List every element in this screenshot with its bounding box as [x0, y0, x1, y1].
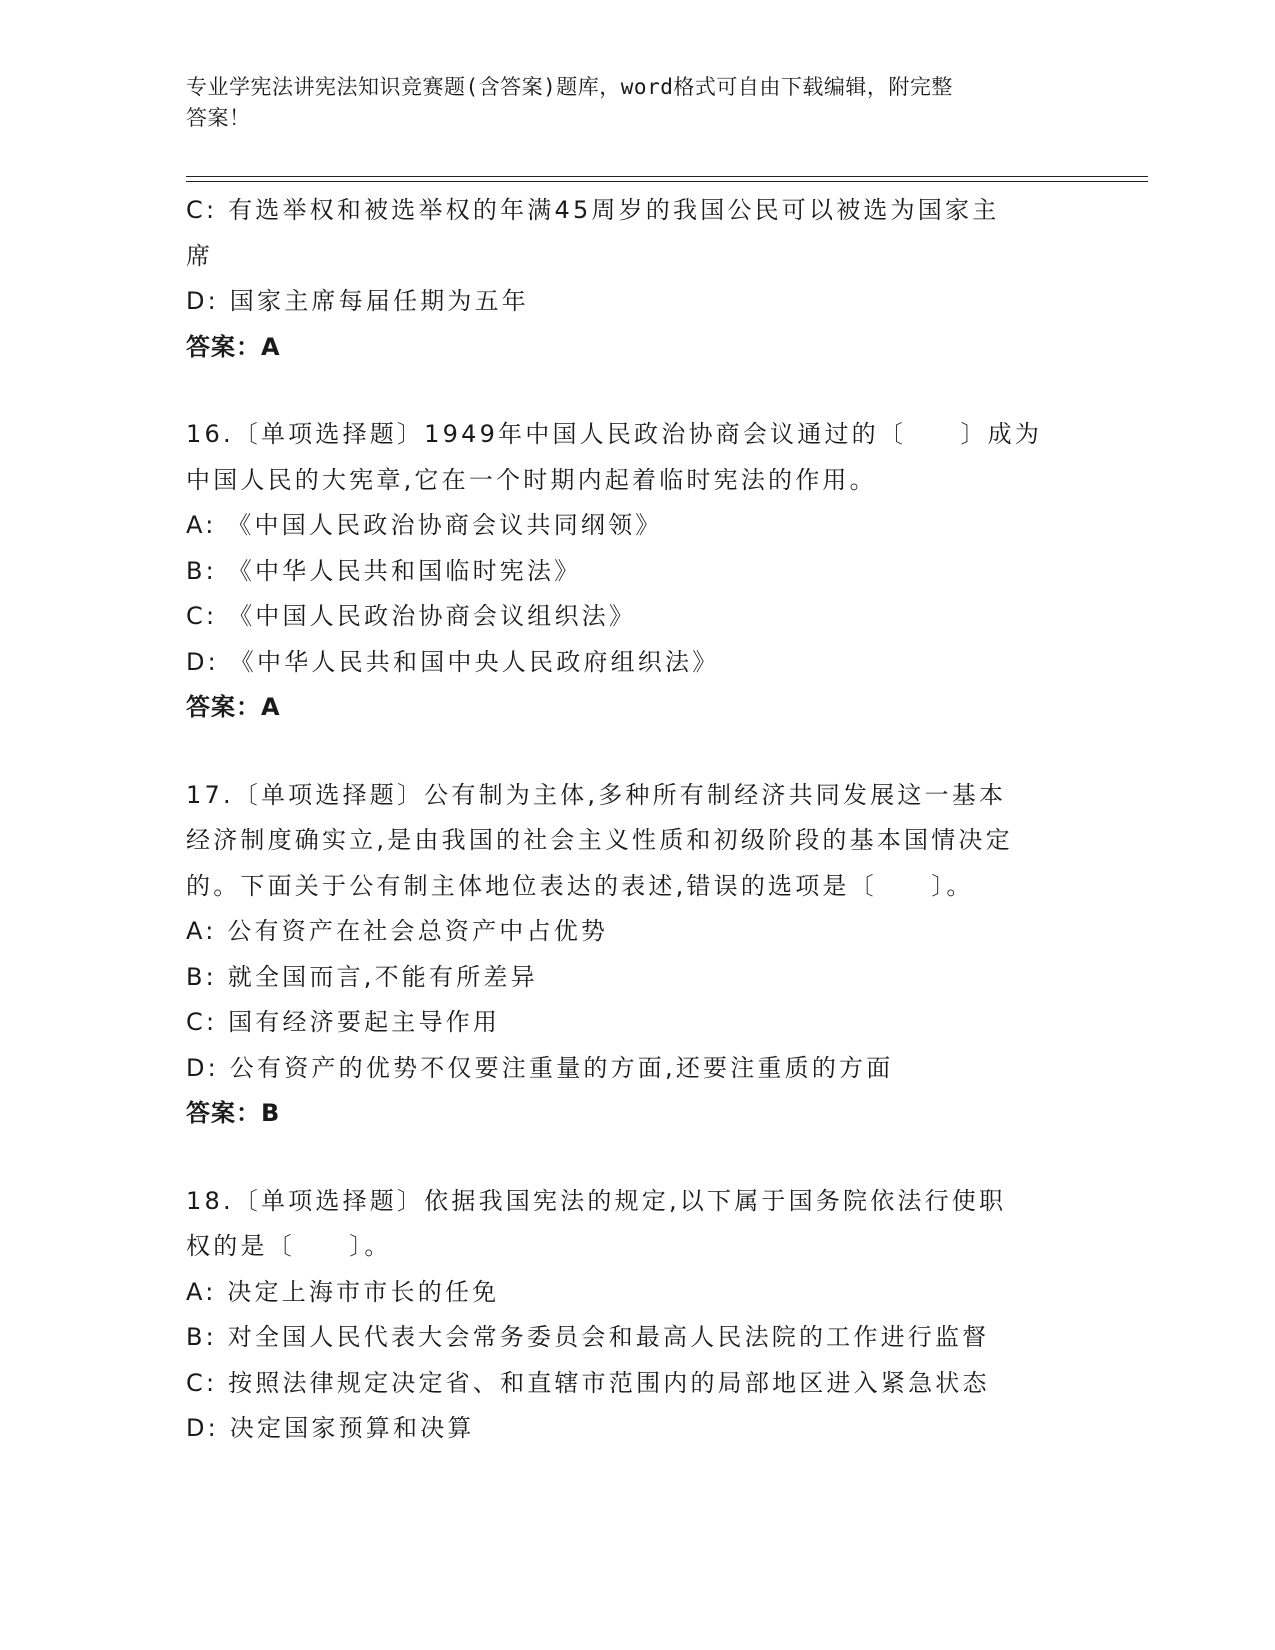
question-stem: 17.〔单项选择题〕公有制为主体,多种所有制经济共同发展这一基本 [186, 780, 1007, 809]
question-stem-continuation: 权的是〔 〕。 [186, 1232, 392, 1260]
option-b: B: 就全国而言,不能有所差异 [186, 962, 538, 991]
option-a: A: 《中国人民政治协商会议共同纲领》 [186, 511, 663, 539]
question-stem: 18.〔单项选择题〕依据我国宪法的规定,以下属于国务院依法行使职 [186, 1186, 1007, 1215]
option-a: A: 决定上海市市长的任免 [186, 1277, 500, 1306]
option-a: A: 公有资产在社会总资产中占优势 [186, 917, 609, 945]
option-c: C: 按照法律规定决定省、和直辖市范围内的局部地区进入紧急状态 [186, 1368, 990, 1397]
option-c: C: 国有经济要起主导作用 [186, 1008, 501, 1036]
question-block-18 [186, 1179, 1086, 1452]
spacer [186, 1137, 1086, 1179]
question-content [186, 188, 1086, 1452]
header-line-1: 专业学宪法讲宪法知识竞赛题(含答案)题库，word格式可自由下载编辑，附完整 [186, 75, 953, 99]
option-c: C: 《中国人民政治协商会议组织法》 [186, 602, 637, 630]
header-rule-bottom [186, 181, 1148, 182]
question-stem-continuation: 的。下面关于公有制主体地位表达的表述,错误的选项是〔 〕。 [186, 871, 974, 900]
question-block-17 [186, 773, 1086, 1137]
question-stem-continuation: 中国人民的大宪章,它在一个时期内起着临时宪法的作用。 [186, 465, 877, 494]
option-c: C: 有选举权和被选举权的年满45周岁的我国公民可以被选为国家主 [186, 196, 1000, 224]
option-d: D: 决定国家预算和决算 [186, 1414, 475, 1442]
spacer [186, 370, 1086, 412]
option-d: D: 《中华人民共和国中央人民政府组织法》 [186, 647, 720, 676]
option-d: D: 公有资产的优势不仅要注重量的方面,还要注重质的方面 [186, 1053, 894, 1082]
header-line-2: 答案！ [186, 106, 251, 130]
answer-label: 答案：B [186, 1099, 281, 1127]
header-rule-top [186, 176, 1148, 177]
question-block-15-tail [186, 188, 1086, 370]
option-d: D: 国家主席每届任期为五年 [186, 287, 529, 315]
question-stem-continuation: 经济制度确实立,是由我国的社会主义性质和初级阶段的基本国情决定 [186, 826, 1013, 854]
option-b: B: 《中华人民共和国临时宪法》 [186, 556, 582, 585]
answer-label: 答案：A [186, 332, 281, 361]
option-b: B: 对全国人民代表大会常务委员会和最高人民法院的工作进行监督 [186, 1323, 990, 1351]
page-header [186, 72, 1066, 134]
spacer [186, 731, 1086, 773]
option-c-continuation: 席 [186, 241, 214, 270]
question-block-16 [186, 412, 1086, 731]
answer-label: 答案：A [186, 693, 281, 721]
question-stem: 16.〔单项选择题〕1949年中国人民政治协商会议通过的〔 〕成为 [186, 420, 1043, 448]
